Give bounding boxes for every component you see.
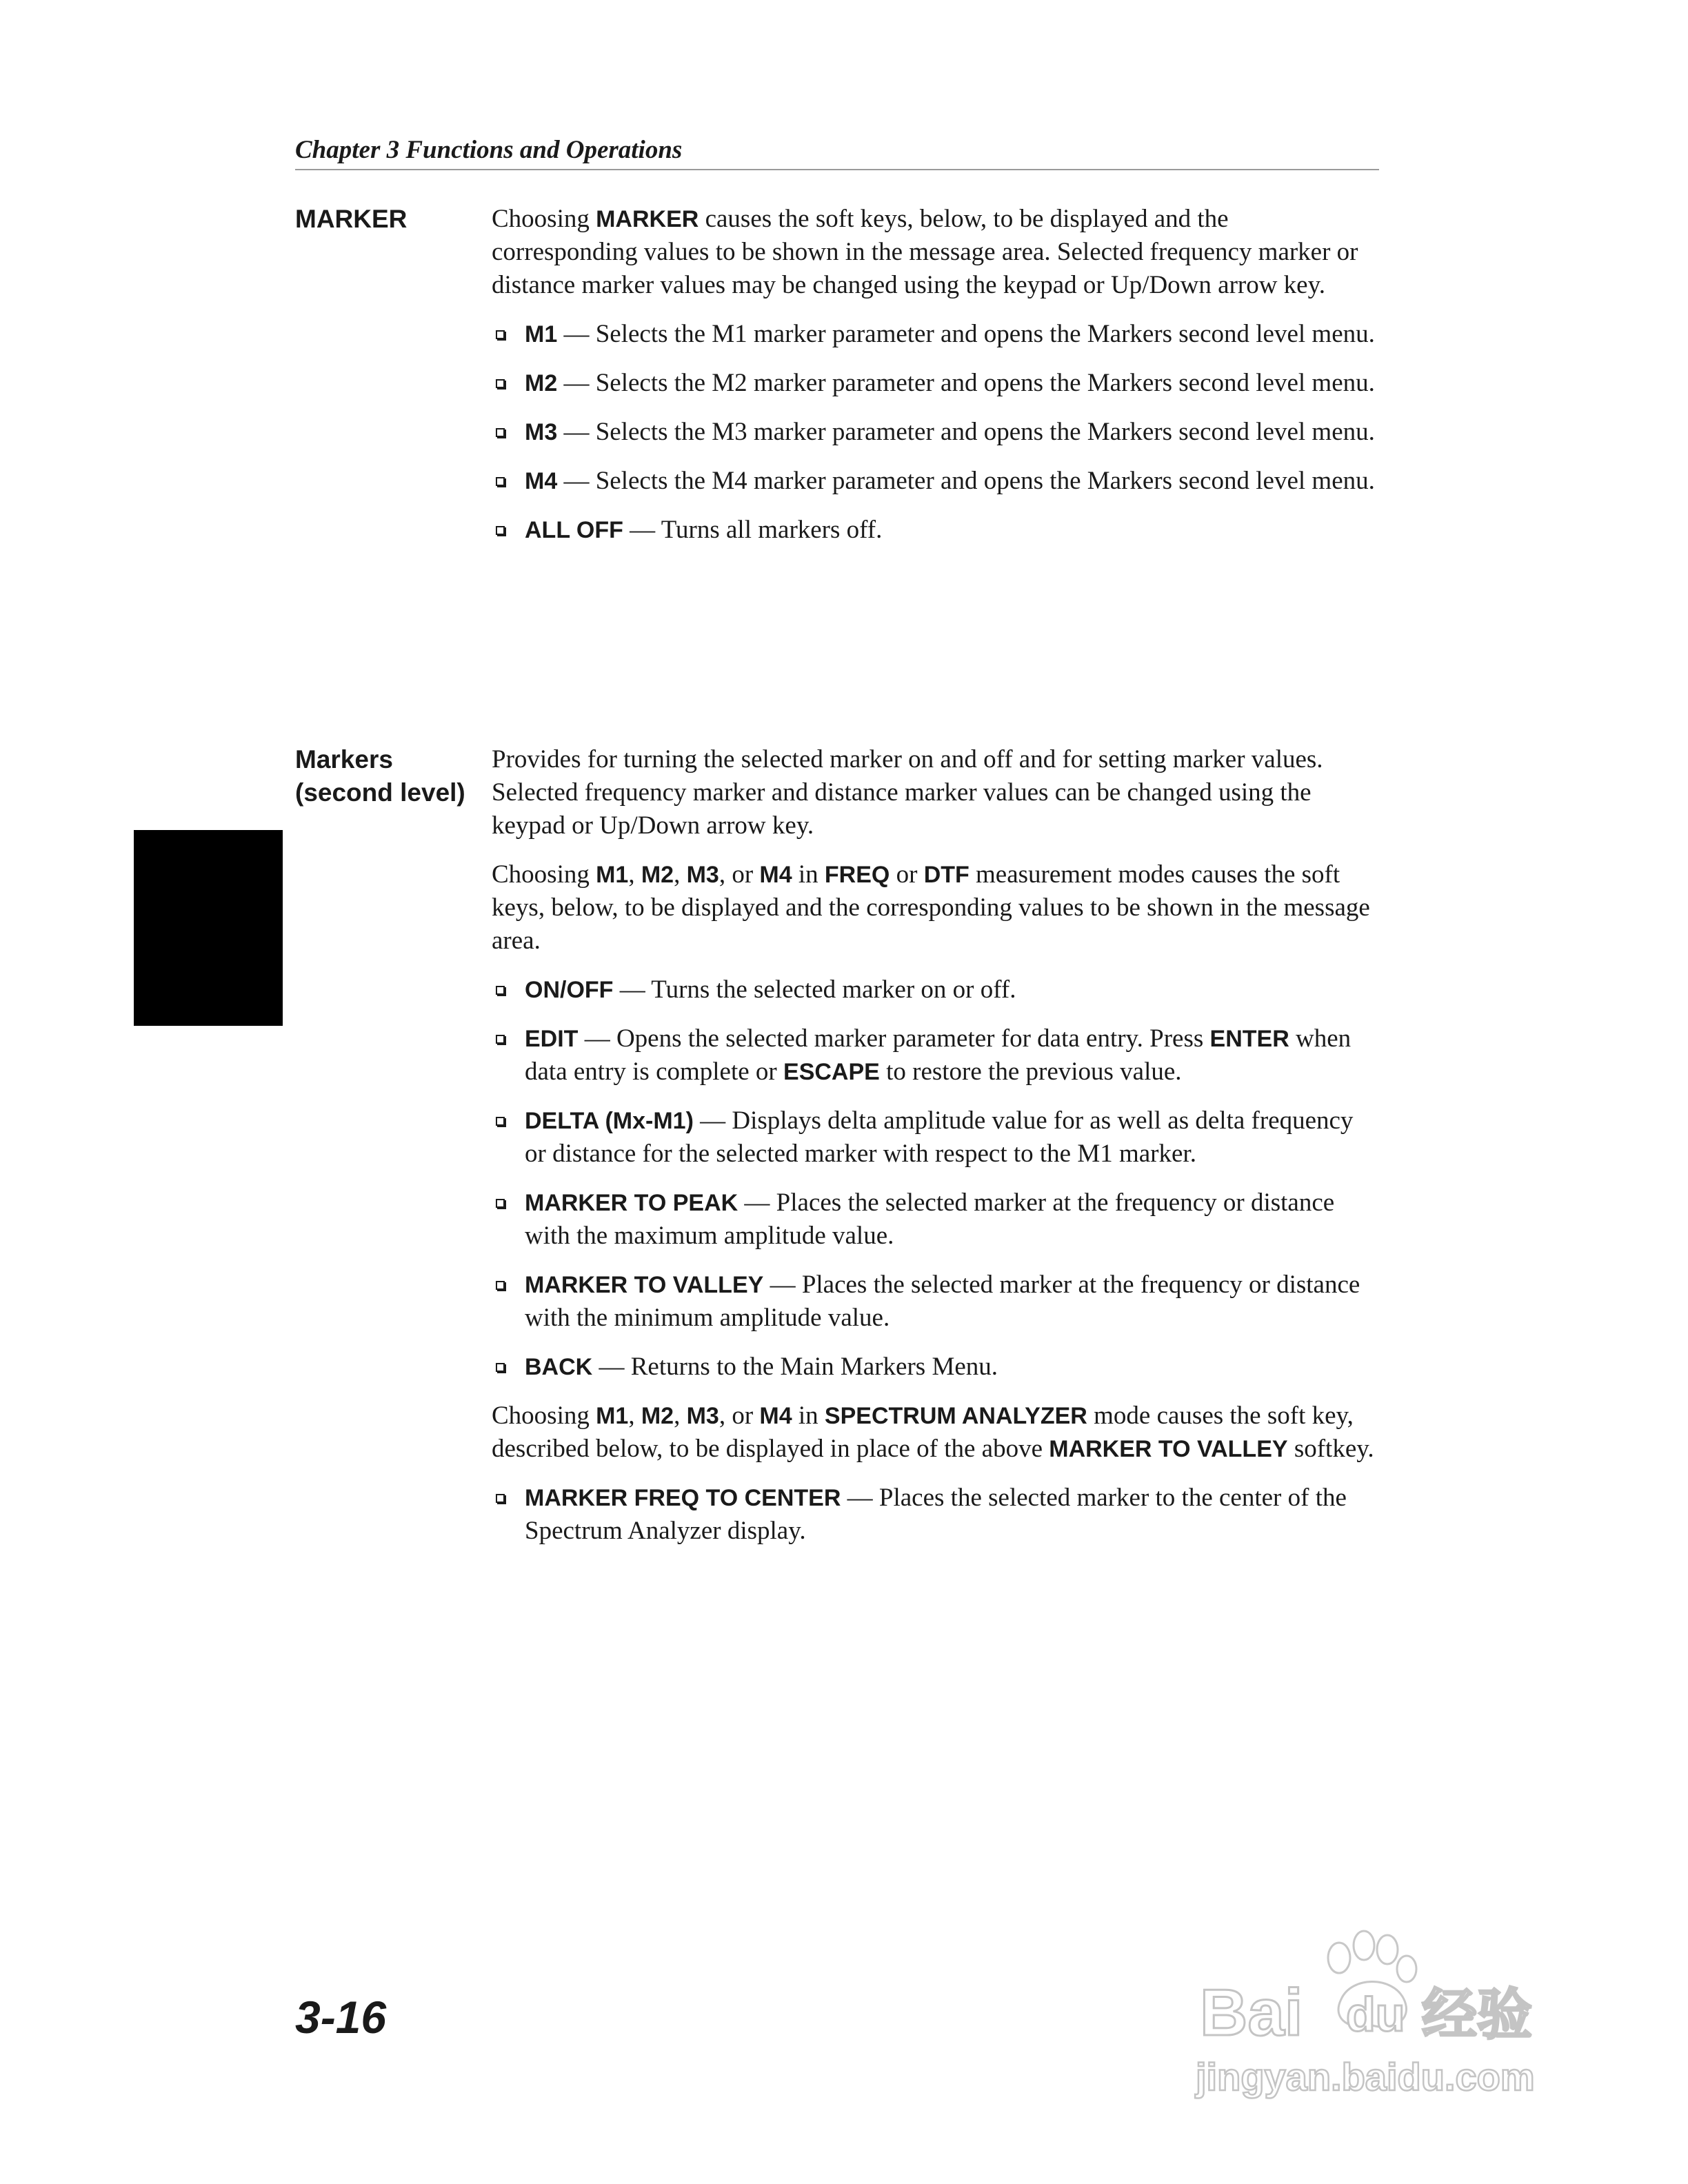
checkbox-bullet-icon bbox=[496, 330, 505, 339]
list-item: BACK — Returns to the Main Markers Menu. bbox=[492, 1351, 1378, 1384]
chapter-thumb-tab bbox=[134, 830, 283, 1026]
checkbox-bullet-icon bbox=[496, 1199, 505, 1208]
checkbox-bullet-icon bbox=[496, 1363, 505, 1372]
page-number: 3-16 bbox=[295, 1992, 387, 2043]
svg-text:jingyan.baidu.com: jingyan.baidu.com bbox=[1196, 2055, 1535, 2099]
checkbox-bullet-icon bbox=[496, 428, 505, 437]
svg-text:经验: 经验 bbox=[1422, 1983, 1532, 2047]
spectrum-analyzer-para: Choosing M1, M2, M3, or M4 in SPECTRUM ANALYZER mode causes the soft key, described below, to be displayed in place of the above MARKER TO VALLEY softkey. bbox=[492, 1402, 1374, 1463]
svg-text:du: du bbox=[1346, 1988, 1405, 2041]
markers-intro: Provides for turning the selected marker on and off and for setting marker values. Selected frequency marker and distance marker values can be changed using the keypad or Up/Down arrow key. bbox=[492, 745, 1323, 840]
list-item: MARKER TO VALLEY — Places the selected marker at the frequency or distance with the minimum amplitude value. bbox=[492, 1268, 1378, 1335]
checkbox-bullet-icon bbox=[496, 379, 505, 388]
list-item: M3 — Selects the M3 marker parameter and opens the Markers second level menu. bbox=[492, 416, 1378, 449]
checkbox-bullet-icon bbox=[496, 1494, 505, 1503]
checkbox-bullet-icon bbox=[496, 1281, 505, 1290]
chapter-header: Chapter 3 Functions and Operations bbox=[295, 135, 1379, 170]
list-item: EDIT — Opens the selected marker parameter for data entry. Press ENTER when data entry is complete or ESCAPE to restore the previous value. bbox=[492, 1022, 1378, 1089]
markers-freq-dtf-para: Choosing M1, M2, M3, or M4 in FREQ or DTF measurement modes causes the soft keys, below, to be displayed and the corresponding values to be shown in the message area. bbox=[492, 860, 1370, 955]
marker-section-body bbox=[492, 203, 1378, 563]
checkbox-bullet-icon bbox=[496, 1035, 505, 1044]
marker-section-label: MARKER bbox=[295, 205, 408, 233]
list-item: ALL OFF — Turns all markers off. bbox=[492, 514, 1378, 547]
checkbox-bullet-icon bbox=[496, 477, 505, 486]
markers-section-label: Markers (second level) bbox=[295, 745, 465, 807]
list-item: ON/OFF — Turns the selected marker on or off. bbox=[492, 973, 1378, 1007]
list-item: DELTA (Mx-M1) — Displays delta amplitude value for as well as delta frequency or distance for the selected marker with respect to the M1 marker. bbox=[492, 1104, 1378, 1171]
list-item: MARKER TO PEAK — Places the selected marker at the frequency or distance with the maximum amplitude value. bbox=[492, 1186, 1378, 1253]
list-item: M4 — Selects the M4 marker parameter and opens the Markers second level menu. bbox=[492, 465, 1378, 498]
list-item: M2 — Selects the M2 marker parameter and opens the Markers second level menu. bbox=[492, 367, 1378, 400]
checkbox-bullet-icon bbox=[496, 1117, 505, 1126]
list-item: M1 — Selects the M1 marker parameter and opens the Markers second level menu. bbox=[492, 318, 1378, 351]
svg-text:Bai: Bai bbox=[1200, 1976, 1303, 2050]
checkbox-bullet-icon bbox=[496, 986, 505, 995]
marker-intro: Choosing MARKER causes the soft keys, below, to be displayed and the corresponding values to be shown in the message area. Selected frequency marker or distance marker values may be changed using the keypad or Up/Down arrow key. bbox=[492, 205, 1358, 299]
markers-section-body bbox=[492, 743, 1378, 1564]
baidu-watermark-logo bbox=[1186, 1910, 1572, 2116]
checkbox-bullet-icon bbox=[496, 526, 505, 535]
list-item: MARKER FREQ TO CENTER — Places the selected marker to the center of the Spectrum Analyzer display. bbox=[492, 1482, 1378, 1548]
